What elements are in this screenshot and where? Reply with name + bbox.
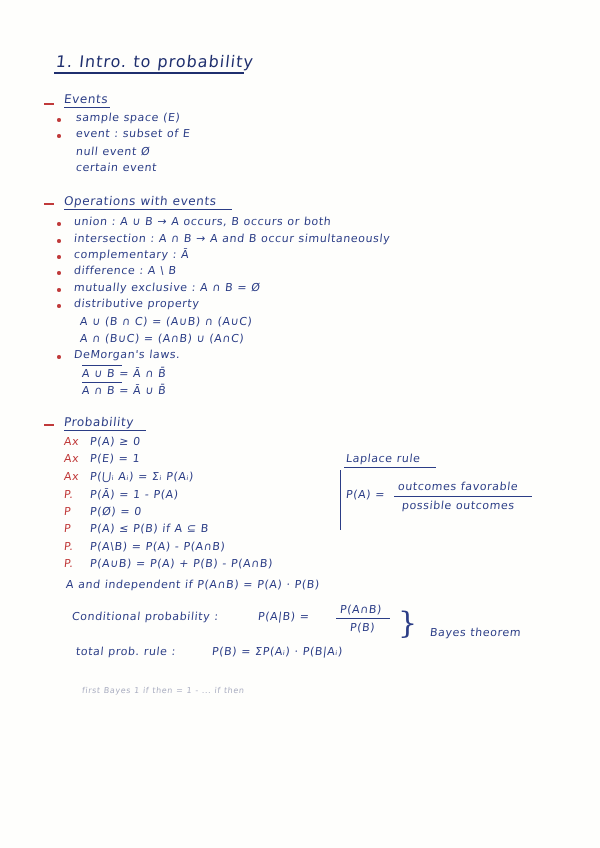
axiom-prefix: Ax — [63, 435, 80, 448]
operations-header-underline — [64, 209, 232, 210]
distributive-formula: A ∪ (B ∩ C) = (A∪B) ∩ (A∪C) — [79, 315, 254, 328]
operation-item: union : A ∪ B → A occurs, B occurs or both — [73, 215, 333, 228]
probability-header-underline — [64, 430, 146, 431]
bullet — [57, 288, 61, 292]
laplace-box-border — [340, 470, 341, 530]
bullet — [57, 222, 61, 226]
operations-header: Operations with events — [63, 194, 218, 208]
bullet — [57, 255, 61, 259]
conditional-fraction-bar — [336, 618, 390, 619]
probability-rule: P(⋃ᵢ Aᵢ) = Σᵢ P(Aᵢ) — [89, 470, 195, 483]
operation-item: distributive property — [73, 297, 201, 310]
bullet — [57, 304, 61, 308]
operation-item: mutually exclusive : A ∩ B = Ø — [73, 281, 262, 294]
probability-rule: P(Ā) = 1 - P(A) — [89, 488, 180, 501]
probability-header: Probability — [63, 415, 135, 429]
bullet — [57, 355, 61, 359]
property-prefix: P — [63, 522, 72, 535]
laplace-title: Laplace rule — [345, 452, 422, 465]
property-prefix: P. — [63, 540, 75, 553]
property-prefix: P. — [63, 557, 75, 570]
conditional-numerator: P(A∩B) — [339, 603, 383, 616]
events-header-underline — [64, 107, 110, 108]
bullet — [57, 118, 61, 122]
events-item: event : subset of E — [75, 127, 192, 140]
events-item: sample space (E) — [75, 111, 182, 124]
laplace-fraction-bar — [394, 496, 532, 497]
laplace-denominator: possible outcomes — [401, 499, 516, 512]
bullet — [57, 134, 61, 138]
bullet — [57, 271, 61, 275]
operation-item: complementary : Ā — [73, 248, 190, 261]
events-plain: certain event — [75, 161, 158, 174]
section-dash — [44, 203, 54, 205]
demorgan-label: DeMorgan's laws. — [73, 348, 182, 361]
conditional-lhs: P(A|B) = — [257, 610, 311, 623]
operation-item: intersection : A ∩ B → A and B occur simultaneously — [73, 232, 391, 245]
events-header: Events — [63, 92, 109, 106]
laplace-lhs: P(A) = — [345, 488, 386, 501]
bayes-brace: } — [398, 606, 418, 641]
bullet — [57, 239, 61, 243]
independence-rule: A and independent if P(A∩B) = P(A) · P(B) — [65, 578, 321, 591]
probability-rule: P(A) ≥ 0 — [89, 435, 142, 448]
section-dash — [44, 103, 54, 105]
page-title: 1. Intro. to probability — [55, 52, 255, 71]
probability-rule: P(A) ≤ P(B) if A ⊆ B — [89, 522, 210, 535]
bayes-label: Bayes theorem — [429, 626, 522, 639]
axiom-prefix: Ax — [63, 452, 80, 465]
section-dash — [44, 424, 54, 426]
operation-item: difference : A \ B — [73, 264, 178, 277]
distributive-formula: A ∩ (B∪C) = (A∩B) ∪ (A∩C) — [79, 332, 245, 345]
demorgan-formula: A ∪ B = Ā ∩ B̄ — [81, 367, 167, 380]
laplace-numerator: outcomes favorable — [397, 480, 519, 493]
demorgan-formula: A ∩ B = Ā ∪ B̄ — [81, 384, 167, 397]
probability-rule: P(A\B) = P(A) - P(A∩B) — [89, 540, 227, 553]
demorgan-overline — [82, 365, 122, 366]
title-underline — [54, 72, 244, 74]
probability-rule: P(A∪B) = P(A) + P(B) - P(A∩B) — [89, 557, 274, 570]
laplace-title-underline — [344, 467, 436, 468]
events-plain: null event Ø — [75, 145, 151, 158]
probability-rule: P(Ø) = 0 — [89, 505, 143, 518]
demorgan-overline — [82, 382, 122, 383]
total-prob-formula: P(B) = ΣP(Aᵢ) · P(B|Aᵢ) — [211, 645, 344, 658]
conditional-denominator: P(B) — [349, 621, 376, 634]
conditional-label: Conditional probability : — [71, 610, 220, 623]
probability-rule: P(E) = 1 — [89, 452, 141, 465]
property-prefix: P. — [63, 488, 75, 501]
property-prefix: P — [63, 505, 72, 518]
total-prob-label: total prob. rule : — [75, 645, 177, 658]
axiom-prefix: Ax — [63, 470, 80, 483]
faint-note: first Bayes 1 if then = 1 - ... if then — [81, 686, 246, 695]
